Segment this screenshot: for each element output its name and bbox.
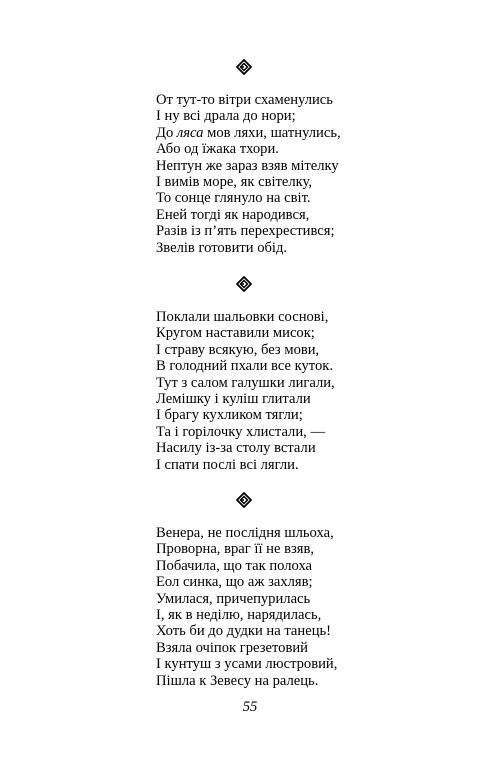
verse-line: Взяла очіпок грезетовий <box>156 639 308 656</box>
stanza-2 <box>156 309 335 473</box>
verse-line: Лемішку і куліш глитали <box>156 391 311 408</box>
verse-line: Хоть би до дудки на танець! <box>156 623 332 640</box>
verse-line: Насилу із-за столу встали <box>156 440 316 457</box>
verse-line: Побачила, що так полоха <box>156 557 313 574</box>
verse-line-start: До <box>156 124 177 141</box>
diamond-knot-ornament-icon <box>236 59 252 75</box>
diamond-knot-ornament-icon <box>236 492 252 508</box>
verse-line: Нептун же зараз взяв мітелку <box>156 157 339 174</box>
verse-line: От тут-то вітри схаменулись <box>156 92 333 108</box>
verse-line: І спати послі всі лягли. <box>156 456 299 473</box>
verse-line: Умилася, причепурилась <box>156 590 311 607</box>
verse-line: Звелів готовити обід. <box>156 239 288 256</box>
verse-line: То сонце глянуло на світ. <box>156 190 311 207</box>
verse-line: І вимів море, як світелку, <box>156 174 313 191</box>
verse-line: Або од їжака тхори. <box>156 141 279 158</box>
verse-line-italic-word: ляса <box>176 124 204 141</box>
verse-line: Еней тогді як народився, <box>156 206 310 223</box>
verse-line: Кругом наставили мисок; <box>156 325 315 342</box>
verse-line: І, як в неділю, нарядилась, <box>156 607 322 624</box>
verse-line: І кунтуш з усами люстровий, <box>156 656 338 673</box>
verse-line: І ну всі драла до нори; <box>156 108 296 125</box>
page-number: 55 <box>242 699 258 715</box>
verse-line: Поклали шальовки соснові, <box>156 309 329 325</box>
verse-line: Проворна, враг її не взяв, <box>156 541 315 558</box>
verse-line-end: мов ляхи, шатнулись, <box>203 124 341 141</box>
verse-line: Еол синка, що аж захляв; <box>156 574 313 591</box>
verse-line: Пішла к Зевесу на ралець. <box>156 672 319 689</box>
stanza-1 <box>156 92 341 256</box>
stanza-3 <box>156 525 337 689</box>
verse-line: І страву всякую, без мови, <box>156 341 320 358</box>
diamond-knot-ornament-icon <box>236 276 252 292</box>
verse-line: І брагу кухликом тягли; <box>156 407 303 424</box>
verse-line <box>156 125 341 141</box>
verse-line: Венера, не послідня шльоха, <box>156 525 334 541</box>
verse-line: В голодний пхали все куток. <box>156 358 334 375</box>
verse-line: Тут з салом галушки лигали, <box>156 374 335 391</box>
verse-line: Разів із п’ять перехрестився; <box>156 223 335 240</box>
verse-line: Та і горілочку хлистали, — <box>156 423 326 440</box>
